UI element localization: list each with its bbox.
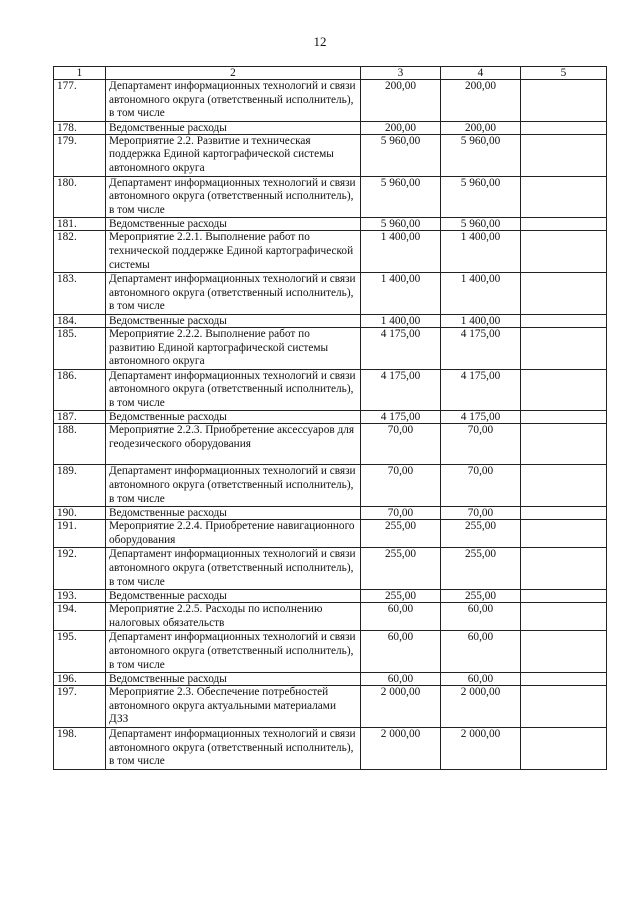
row-description: Департамент информационных технологий и связи автономного округа (ответственный исполнитель), в том числе	[106, 369, 361, 411]
row-value-col4: 4 175,00	[441, 411, 521, 424]
row-value-col3: 70,00	[361, 507, 441, 520]
row-value-col5	[521, 548, 607, 590]
row-value-col5	[521, 314, 607, 327]
table-row	[54, 327, 607, 369]
table-row	[54, 548, 607, 590]
row-description: Мероприятие 2.2. Развитие и техническая поддержка Единой картографической системы автономного округа	[106, 134, 361, 176]
column-header-5: 5	[521, 67, 607, 80]
row-description: Департамент информационных технологий и связи автономного округа (ответственный исполнитель), в том числе	[106, 727, 361, 769]
row-value-col5	[521, 673, 607, 686]
row-number: 191.	[54, 520, 106, 548]
row-description: Департамент информационных технологий и связи автономного округа (ответственный исполнитель), в том числе	[106, 273, 361, 315]
row-value-col3: 60,00	[361, 603, 441, 631]
row-description: Ведомственные расходы	[106, 411, 361, 424]
row-value-col3: 4 175,00	[361, 327, 441, 369]
row-number: 185.	[54, 327, 106, 369]
row-description: Департамент информационных технологий и связи автономного округа (ответственный исполнитель), в том числе	[106, 631, 361, 673]
table-row	[54, 134, 607, 176]
row-number: 189.	[54, 465, 106, 507]
column-header-1: 1	[54, 67, 106, 80]
column-header-2: 2	[106, 67, 361, 80]
row-number: 183.	[54, 273, 106, 315]
row-number: 196.	[54, 673, 106, 686]
table-row	[54, 231, 607, 273]
table-row	[54, 176, 607, 218]
row-value-col5	[521, 507, 607, 520]
row-value-col4: 255,00	[441, 590, 521, 603]
row-value-col3: 2 000,00	[361, 686, 441, 728]
row-value-col4: 1 400,00	[441, 273, 521, 315]
row-value-col3: 200,00	[361, 121, 441, 134]
row-value-col4: 60,00	[441, 603, 521, 631]
row-description: Мероприятие 2.2.3. Приобретение аксессуаров для геодезического оборудования	[106, 424, 361, 465]
row-value-col3: 255,00	[361, 590, 441, 603]
row-description: Мероприятие 2.2.4. Приобретение навигационного оборудования	[106, 520, 361, 548]
table-row	[54, 673, 607, 686]
row-value-col5	[521, 273, 607, 315]
row-number: 187.	[54, 411, 106, 424]
column-header-4: 4	[441, 67, 521, 80]
table-row	[54, 686, 607, 728]
row-value-col3: 5 960,00	[361, 176, 441, 218]
row-value-col5	[521, 134, 607, 176]
row-description: Департамент информационных технологий и связи автономного округа (ответственный исполнитель), в том числе	[106, 548, 361, 590]
row-value-col4: 255,00	[441, 548, 521, 590]
row-value-col4: 5 960,00	[441, 218, 521, 231]
row-value-col4: 60,00	[441, 673, 521, 686]
table-row	[54, 218, 607, 231]
row-value-col5	[521, 231, 607, 273]
row-value-col3: 60,00	[361, 673, 441, 686]
table-row	[54, 314, 607, 327]
row-description: Ведомственные расходы	[106, 590, 361, 603]
row-description: Мероприятие 2.2.2. Выполнение работ по развитию Единой картографической системы автономного округа	[106, 327, 361, 369]
row-number: 182.	[54, 231, 106, 273]
row-value-col4: 4 175,00	[441, 369, 521, 411]
row-description: Департамент информационных технологий и связи автономного округа (ответственный исполнитель), в том числе	[106, 176, 361, 218]
row-value-col3: 1 400,00	[361, 273, 441, 315]
row-value-col5	[521, 424, 607, 465]
row-value-col3: 4 175,00	[361, 369, 441, 411]
row-number: 181.	[54, 218, 106, 231]
row-number: 188.	[54, 424, 106, 465]
row-value-col5	[521, 590, 607, 603]
row-description: Ведомственные расходы	[106, 121, 361, 134]
row-description: Мероприятие 2.3. Обеспечение потребностей автономного округа актуальными материалами ДЗЗ	[106, 686, 361, 728]
row-description: Мероприятие 2.2.5. Расходы по исполнению налоговых обязательств	[106, 603, 361, 631]
row-number: 186.	[54, 369, 106, 411]
row-value-col4: 255,00	[441, 520, 521, 548]
row-number: 184.	[54, 314, 106, 327]
row-value-col4: 70,00	[441, 465, 521, 507]
row-description: Департамент информационных технологий и связи автономного округа (ответственный исполнитель), в том числе	[106, 80, 361, 122]
row-value-col5	[521, 603, 607, 631]
column-header-3: 3	[361, 67, 441, 80]
row-value-col3: 200,00	[361, 80, 441, 122]
row-value-col5	[521, 631, 607, 673]
row-value-col5	[521, 369, 607, 411]
row-value-col4: 5 960,00	[441, 176, 521, 218]
row-number: 179.	[54, 134, 106, 176]
row-number: 193.	[54, 590, 106, 603]
row-value-col4: 2 000,00	[441, 727, 521, 769]
row-description: Ведомственные расходы	[106, 314, 361, 327]
table-row	[54, 369, 607, 411]
row-value-col4: 60,00	[441, 631, 521, 673]
row-value-col3: 255,00	[361, 520, 441, 548]
row-value-col5	[521, 80, 607, 122]
table-row	[54, 631, 607, 673]
row-value-col5	[521, 686, 607, 728]
row-number: 197.	[54, 686, 106, 728]
row-value-col4: 200,00	[441, 121, 521, 134]
table-row	[54, 121, 607, 134]
budget-table	[53, 66, 607, 770]
table-header-row	[54, 67, 607, 80]
row-number: 194.	[54, 603, 106, 631]
table-row	[54, 80, 607, 122]
row-value-col3: 1 400,00	[361, 231, 441, 273]
row-number: 178.	[54, 121, 106, 134]
row-value-col5	[521, 520, 607, 548]
row-number: 180.	[54, 176, 106, 218]
row-value-col4: 1 400,00	[441, 231, 521, 273]
row-number: 177.	[54, 80, 106, 122]
row-value-col4: 200,00	[441, 80, 521, 122]
row-value-col4: 5 960,00	[441, 134, 521, 176]
row-value-col3: 1 400,00	[361, 314, 441, 327]
table-row	[54, 727, 607, 769]
table-row	[54, 590, 607, 603]
row-number: 198.	[54, 727, 106, 769]
row-number: 190.	[54, 507, 106, 520]
row-value-col3: 60,00	[361, 631, 441, 673]
row-value-col3: 70,00	[361, 424, 441, 465]
row-value-col3: 5 960,00	[361, 134, 441, 176]
row-value-col5	[521, 176, 607, 218]
row-number: 192.	[54, 548, 106, 590]
row-description: Департамент информационных технологий и связи автономного округа (ответственный исполнитель), в том числе	[106, 465, 361, 507]
row-value-col4: 1 400,00	[441, 314, 521, 327]
page-number: 12	[313, 34, 327, 49]
row-value-col3: 2 000,00	[361, 727, 441, 769]
table-row	[54, 507, 607, 520]
table-row	[54, 424, 607, 465]
row-description: Ведомственные расходы	[106, 673, 361, 686]
row-value-col3: 70,00	[361, 465, 441, 507]
row-value-col5	[521, 411, 607, 424]
row-value-col4: 4 175,00	[441, 327, 521, 369]
row-value-col4: 2 000,00	[441, 686, 521, 728]
row-number: 195.	[54, 631, 106, 673]
row-description: Ведомственные расходы	[106, 218, 361, 231]
row-value-col3: 4 175,00	[361, 411, 441, 424]
table-row	[54, 603, 607, 631]
table-row	[54, 273, 607, 315]
row-value-col4: 70,00	[441, 507, 521, 520]
table-row	[54, 411, 607, 424]
table-row	[54, 520, 607, 548]
row-value-col4: 70,00	[441, 424, 521, 465]
row-description: Мероприятие 2.2.1. Выполнение работ по технической поддержке Единой картографической системы	[106, 231, 361, 273]
row-value-col3: 5 960,00	[361, 218, 441, 231]
table-row	[54, 465, 607, 507]
row-value-col5	[521, 727, 607, 769]
row-value-col3: 255,00	[361, 548, 441, 590]
row-value-col5	[521, 465, 607, 507]
row-value-col5	[521, 218, 607, 231]
row-value-col5	[521, 121, 607, 134]
row-description: Ведомственные расходы	[106, 507, 361, 520]
row-value-col5	[521, 327, 607, 369]
